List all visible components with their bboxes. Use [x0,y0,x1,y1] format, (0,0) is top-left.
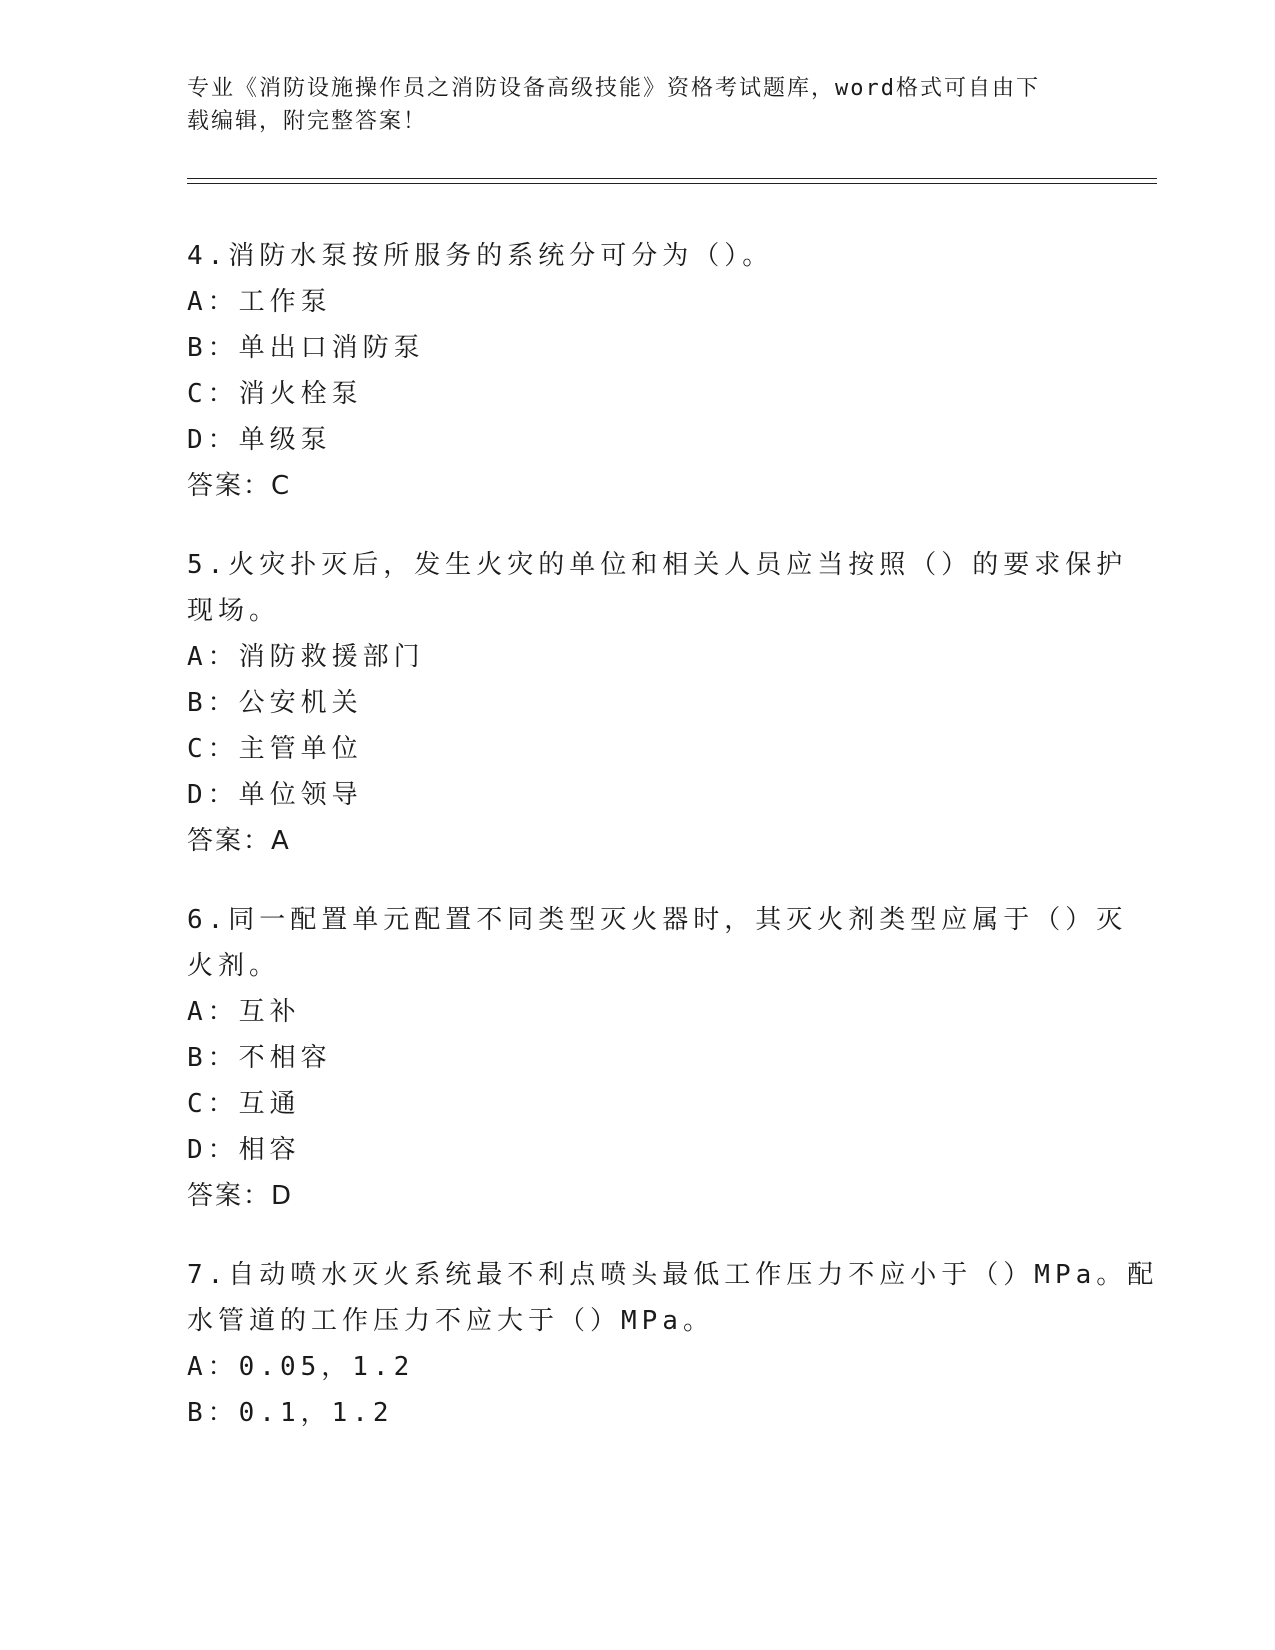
question-stem-line-1: 6.同一配置单元配置不同类型灭火器时，其灭火剂类型应属于（）灭 [187,905,1128,935]
option-b: B：不相容 [187,1043,332,1073]
option-a: A：互补 [187,997,301,1027]
option-d: D：单级泵 [187,425,332,455]
question-4 [187,233,1087,509]
option-a: A：消防救援部门 [187,642,425,672]
header-line-1: 专业《消防设施操作员之消防设备高级技能》资格考试题库，word格式可自由下 [187,76,1040,101]
header-divider-top [187,178,1157,179]
question-7 [187,1252,1159,1436]
option-d: D：单位领导 [187,780,363,810]
option-b: B：单出口消防泵 [187,333,425,363]
question-stem: 4.消防水泵按所服务的系统分可分为（）。 [187,241,774,271]
option-a: A：0.05，1.2 [187,1352,415,1382]
option-c: C：互通 [187,1089,301,1119]
question-stem-line-1: 7.自动喷水灭火系统最不利点喷头最低工作压力不应小于（）MPa。配 [187,1260,1159,1290]
document-header [187,72,1067,138]
option-b: B：公安机关 [187,688,363,718]
question-stem-line-1: 5.火灾扑灭后，发生火灾的单位和相关人员应当按照（）的要求保护 [187,550,1128,580]
answer: 答案：C [187,471,292,501]
option-c: C：主管单位 [187,734,363,764]
question-list [187,233,1159,1469]
option-b: B：0.1，1.2 [187,1398,394,1428]
header-line-2: 载编辑，附完整答案！ [187,109,428,134]
question-stem-line-2: 火剂。 [187,951,281,981]
header-divider-bottom [187,183,1157,184]
option-c: C：消火栓泵 [187,379,363,409]
answer: 答案：A [187,826,291,856]
answer: 答案：D [187,1181,294,1211]
question-stem-line-2: 水管道的工作压力不应大于（）MPa。 [187,1306,714,1336]
option-a: A：工作泵 [187,287,332,317]
question-5 [187,542,1128,864]
question-stem-line-2: 现场。 [187,596,281,626]
option-d: D：相容 [187,1135,301,1165]
question-6 [187,897,1128,1219]
